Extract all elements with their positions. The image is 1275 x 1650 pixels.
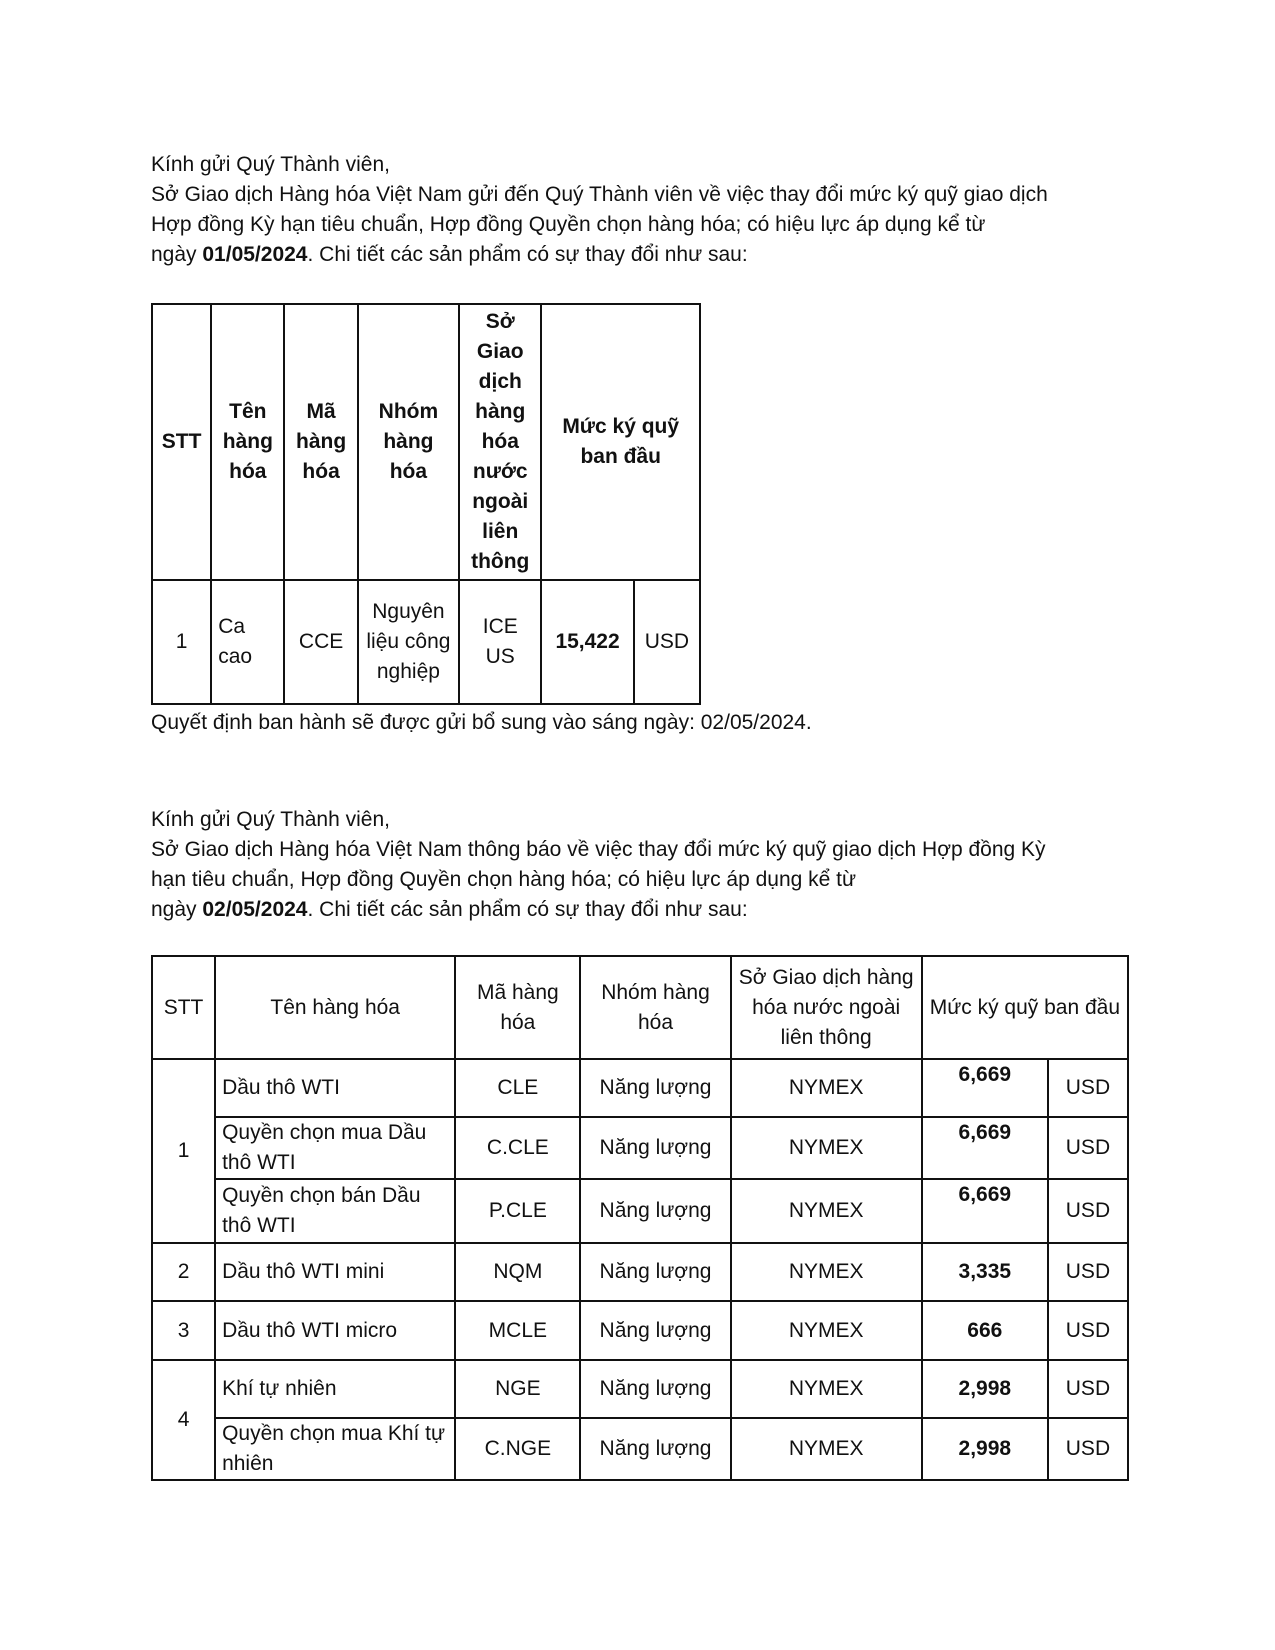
cell-margin: 3,335 bbox=[922, 1243, 1048, 1301]
cell-margin: 15,422 bbox=[541, 580, 633, 704]
notice-2-date-prefix: ngày bbox=[151, 898, 203, 921]
cell-margin: 2,998 bbox=[922, 1360, 1048, 1418]
cell-group: Năng lượng bbox=[580, 1301, 730, 1360]
notice-1-date-suffix: . Chi tiết các sản phẩm có sự thay đổi như sau: bbox=[307, 243, 748, 266]
cell-currency: USD bbox=[1048, 1059, 1128, 1117]
cell-name: Quyền chọn mua Dầu thô WTI bbox=[215, 1117, 455, 1179]
cell-margin: 6,669 bbox=[922, 1117, 1048, 1179]
table-header-row bbox=[152, 956, 1128, 1059]
table-row bbox=[152, 580, 700, 704]
notice-2-text bbox=[151, 805, 1046, 925]
table-row bbox=[152, 1360, 1128, 1418]
cell-currency: USD bbox=[634, 580, 700, 704]
header-name: Tên hàng hóa bbox=[215, 956, 455, 1059]
notice-1-date-prefix: ngày bbox=[151, 243, 203, 266]
cell-code: MCLE bbox=[455, 1301, 580, 1360]
cell-exchange: NYMEX bbox=[731, 1301, 922, 1360]
cell-currency: USD bbox=[1048, 1360, 1128, 1418]
cell-stt: 1 bbox=[152, 1059, 215, 1243]
header-group: Nhóm hàng hóa bbox=[358, 304, 459, 580]
cell-exchange: NYMEX bbox=[731, 1179, 922, 1243]
cell-stt: 1 bbox=[152, 580, 211, 704]
cell-margin: 6,669 bbox=[922, 1059, 1048, 1117]
notice-2-greeting: Kính gửi Quý Thành viên, bbox=[151, 808, 390, 831]
cell-code: C.NGE bbox=[455, 1418, 580, 1480]
cell-code: CCE bbox=[284, 580, 357, 704]
header-margin: Mức ký quỹ ban đầu bbox=[541, 304, 700, 580]
cell-group: Năng lượng bbox=[580, 1243, 730, 1301]
cell-margin: 6,669 bbox=[922, 1179, 1048, 1243]
notice-2-table bbox=[151, 955, 1129, 1481]
cell-stt: 4 bbox=[152, 1360, 215, 1480]
header-stt: STT bbox=[152, 956, 215, 1059]
cell-exchange: NYMEX bbox=[731, 1360, 922, 1418]
header-margin: Mức ký quỹ ban đầu bbox=[922, 956, 1128, 1059]
notice-1-table bbox=[151, 303, 701, 705]
cell-exchange: NYMEX bbox=[731, 1418, 922, 1480]
cell-name: Dầu thô WTI micro bbox=[215, 1301, 455, 1360]
header-name: Tên hàng hóa bbox=[211, 304, 284, 580]
notice-1-line-4 bbox=[151, 240, 1048, 270]
notice-2-date-suffix: . Chi tiết các sản phẩm có sự thay đổi như sau: bbox=[307, 898, 748, 921]
notice-1-greeting: Kính gửi Quý Thành viên, bbox=[151, 153, 390, 176]
cell-group: Nguyên liệu công nghiệp bbox=[358, 580, 459, 704]
table-row bbox=[152, 1418, 1128, 1480]
cell-group: Năng lượng bbox=[580, 1418, 730, 1480]
cell-currency: USD bbox=[1048, 1243, 1128, 1301]
cell-name: Ca cao bbox=[211, 580, 284, 704]
notice-1-effective-date: 01/05/2024 bbox=[202, 243, 308, 266]
table-row bbox=[152, 1301, 1128, 1360]
cell-exchange: ICE US bbox=[459, 580, 541, 704]
cell-exchange: NYMEX bbox=[731, 1059, 922, 1117]
notice-1-line-3: Hợp đồng Kỳ hạn tiêu chuẩn, Hợp đồng Quyền chọn hàng hóa; có hiệu lực áp dụng kể từ bbox=[151, 213, 986, 236]
cell-margin: 666 bbox=[922, 1301, 1048, 1360]
header-exchange: Sở Giao dịch hàng hóa nước ngoài liên thông bbox=[459, 304, 541, 580]
cell-margin: 2,998 bbox=[922, 1418, 1048, 1480]
cell-name: Dầu thô WTI bbox=[215, 1059, 455, 1117]
cell-currency: USD bbox=[1048, 1179, 1128, 1243]
cell-stt: 2 bbox=[152, 1243, 215, 1301]
notice-1-line-2: Sở Giao dịch Hàng hóa Việt Nam gửi đến Quý Thành viên về việc thay đổi mức ký quỹ giao dịch bbox=[151, 183, 1048, 206]
cell-name: Dầu thô WTI mini bbox=[215, 1243, 455, 1301]
cell-code: C.CLE bbox=[455, 1117, 580, 1179]
table-row bbox=[152, 1179, 1128, 1243]
table-header-row bbox=[152, 304, 700, 580]
cell-name: Quyền chọn mua Khí tự nhiên bbox=[215, 1418, 455, 1480]
cell-code: NGE bbox=[455, 1360, 580, 1418]
cell-exchange: NYMEX bbox=[731, 1243, 922, 1301]
header-group: Nhóm hàng hóa bbox=[580, 956, 730, 1059]
table-row bbox=[152, 1059, 1128, 1117]
cell-code: NQM bbox=[455, 1243, 580, 1301]
cell-currency: USD bbox=[1048, 1117, 1128, 1179]
cell-group: Năng lượng bbox=[580, 1117, 730, 1179]
cell-currency: USD bbox=[1048, 1418, 1128, 1480]
header-code: Mã hàng hóa bbox=[284, 304, 357, 580]
notice-1-text bbox=[151, 150, 1048, 270]
cell-group: Năng lượng bbox=[580, 1360, 730, 1418]
table-row bbox=[152, 1117, 1128, 1179]
notice-2-effective-date: 02/05/2024 bbox=[202, 898, 308, 921]
cell-name: Khí tự nhiên bbox=[215, 1360, 455, 1418]
cell-stt: 3 bbox=[152, 1301, 215, 1360]
notice-1-footer: Quyết định ban hành sẽ được gửi bổ sung vào sáng ngày: 02/05/2024. bbox=[151, 711, 812, 734]
notice-2-line-4 bbox=[151, 895, 1046, 925]
header-exchange: Sở Giao dịch hàng hóa nước ngoài liên thông bbox=[731, 956, 922, 1059]
notice-2-line-3: hạn tiêu chuẩn, Hợp đồng Quyền chọn hàng hóa; có hiệu lực áp dụng kể từ bbox=[151, 868, 857, 891]
header-stt: STT bbox=[152, 304, 211, 580]
cell-group: Năng lượng bbox=[580, 1059, 730, 1117]
cell-exchange: NYMEX bbox=[731, 1117, 922, 1179]
cell-name: Quyền chọn bán Dầu thô WTI bbox=[215, 1179, 455, 1243]
cell-currency: USD bbox=[1048, 1301, 1128, 1360]
cell-group: Năng lượng bbox=[580, 1179, 730, 1243]
cell-code: P.CLE bbox=[455, 1179, 580, 1243]
notice-2-line-2: Sở Giao dịch Hàng hóa Việt Nam thông báo về việc thay đổi mức ký quỹ giao dịch Hợp đồng Kỳ bbox=[151, 838, 1046, 861]
table-row bbox=[152, 1243, 1128, 1301]
header-code: Mã hàng hóa bbox=[455, 956, 580, 1059]
cell-code: CLE bbox=[455, 1059, 580, 1117]
